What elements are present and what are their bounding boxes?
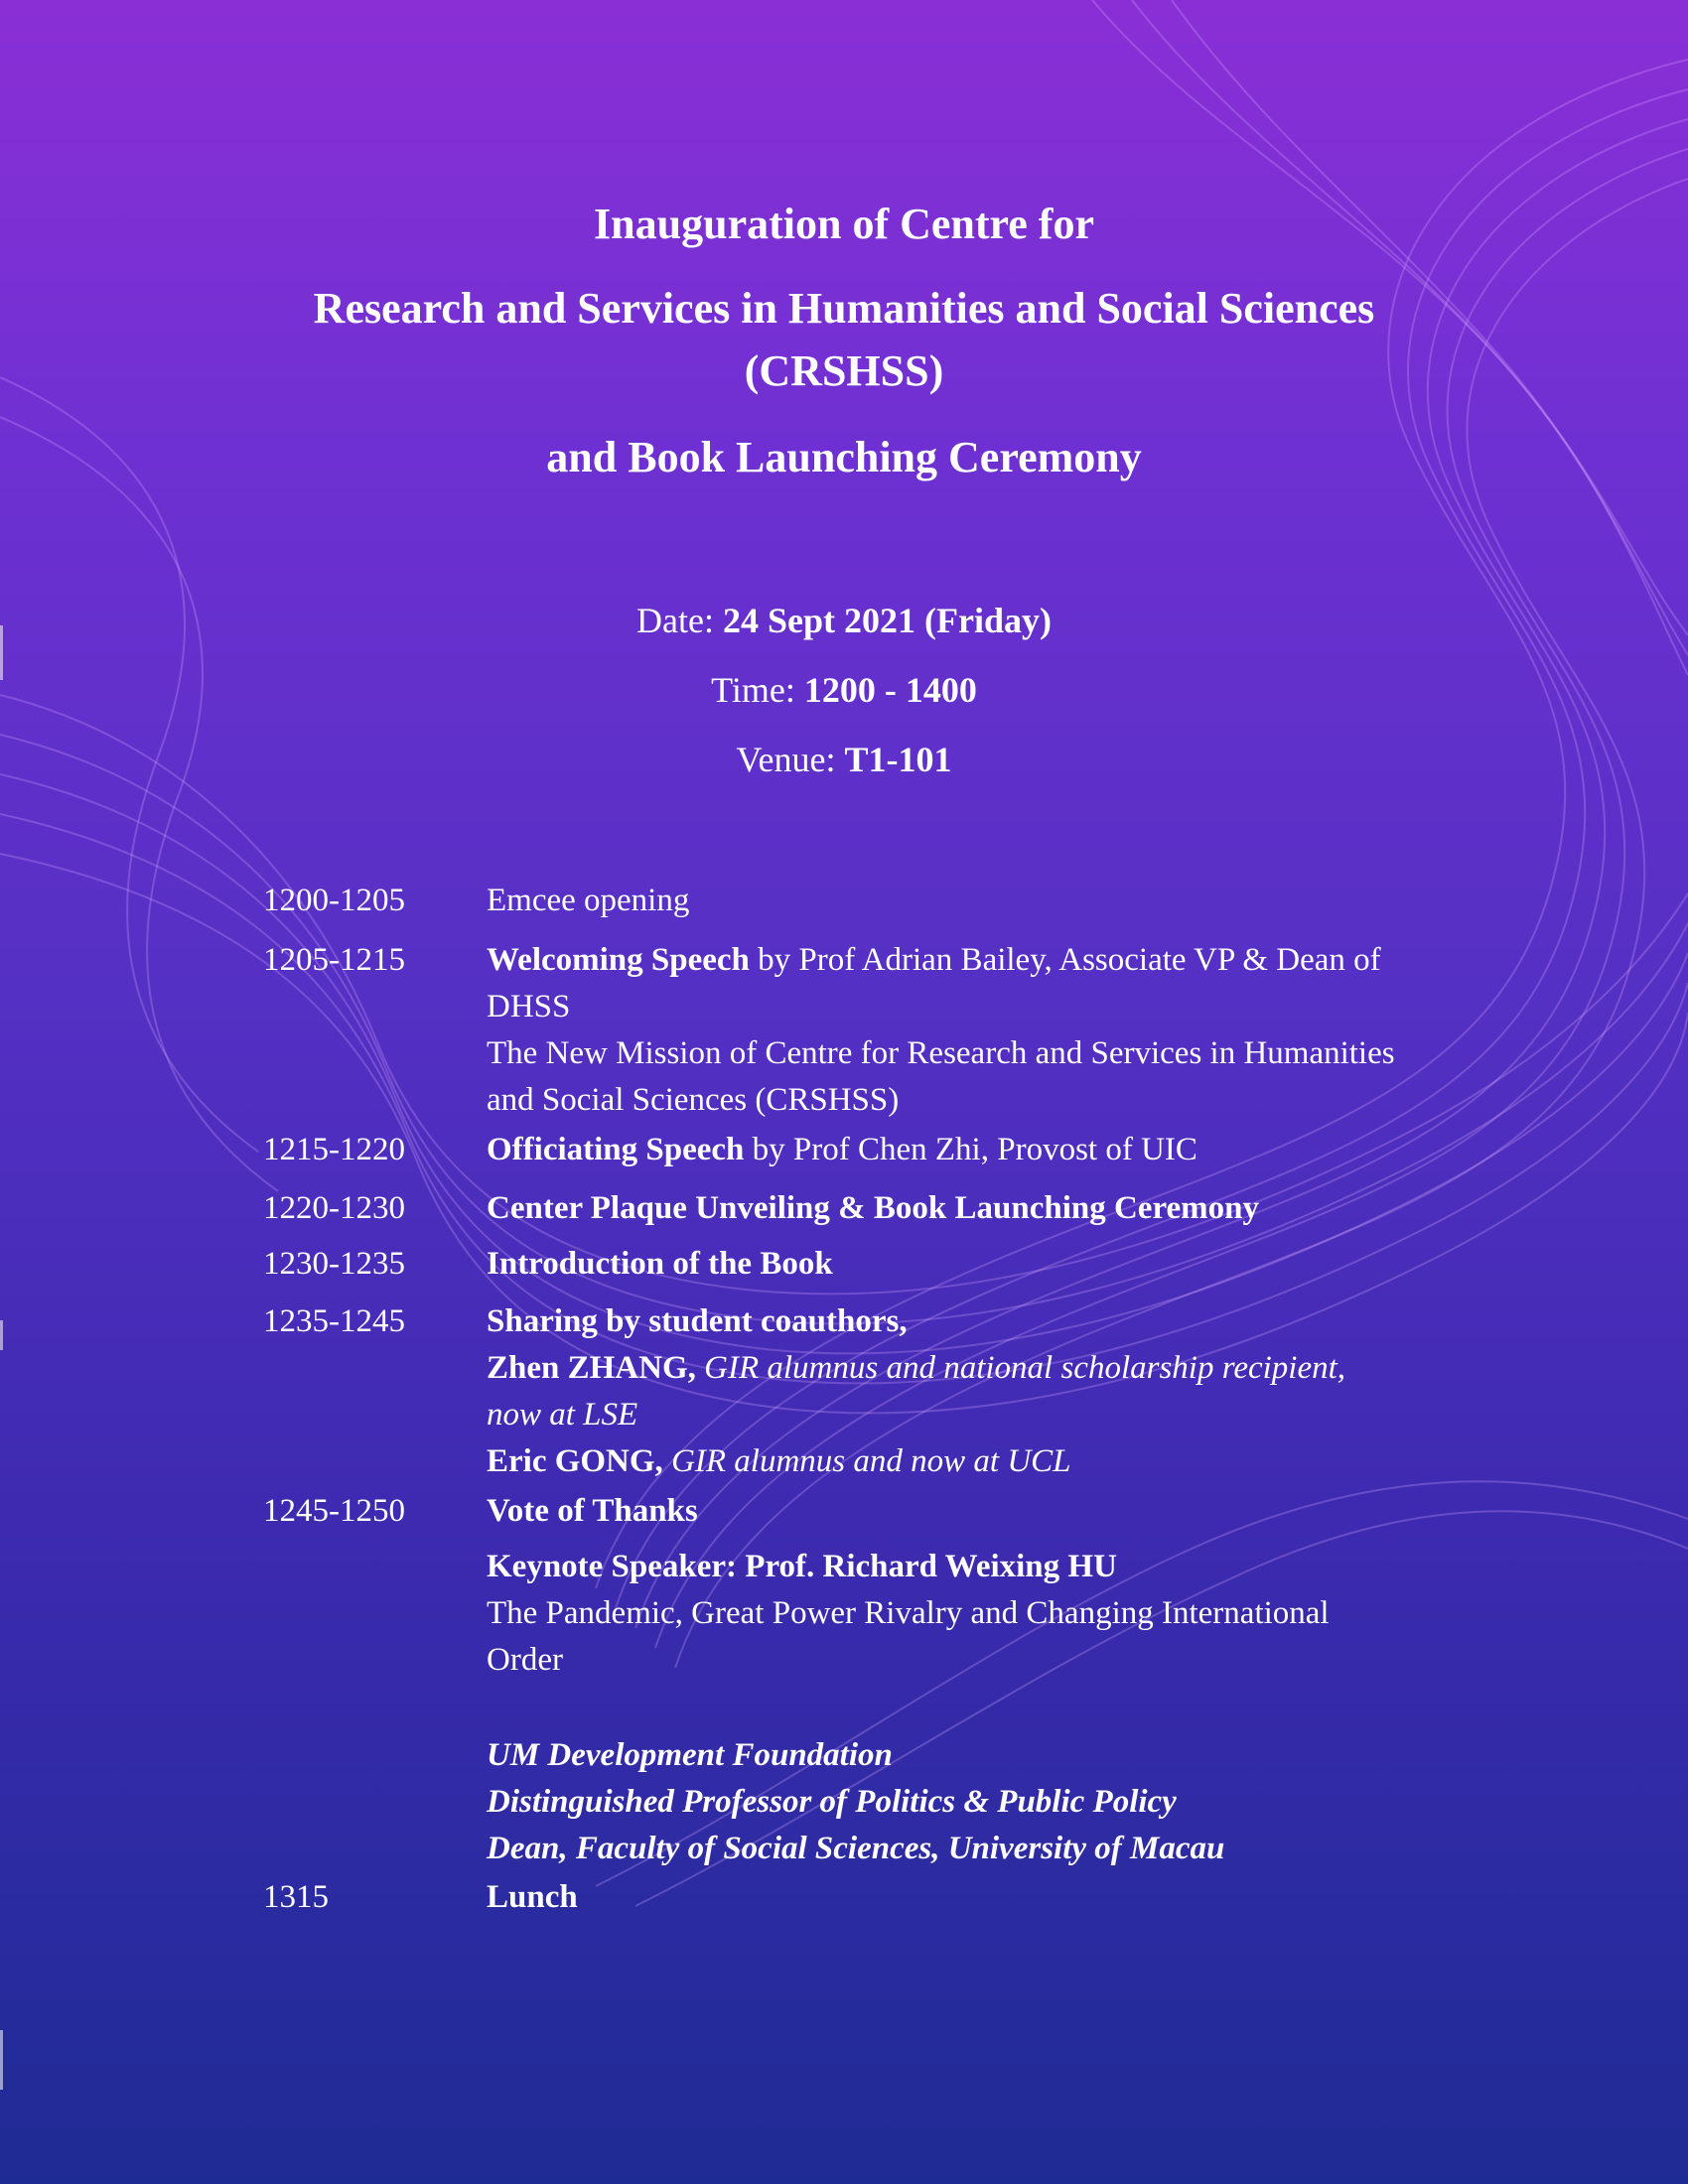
agenda-item-text <box>487 1544 1489 1684</box>
agenda-time: 1230-1235 <box>263 1246 405 1282</box>
affiliation-line: Dean, Faculty of Social Sciences, University of Macau <box>487 1831 1225 1866</box>
agenda-time: 1315 <box>263 1879 329 1915</box>
time-value: 1200 - 1400 <box>803 670 977 710</box>
agenda-item-text <box>487 1241 1489 1288</box>
agenda-item-title: Center Plaque Unveiling & Book Launching Ceremony <box>487 1190 1259 1226</box>
agenda-time: 1235-1245 <box>263 1303 405 1339</box>
agenda-item-detail: The New Mission of Centre for Research and Services in Humanities <box>487 1035 1395 1071</box>
agenda-item-label: Emcee opening <box>487 883 690 918</box>
speaker-name: Zhen ZHANG, <box>487 1350 696 1386</box>
agenda-time: 1215-1220 <box>263 1132 405 1167</box>
agenda-item-text <box>487 1488 1489 1535</box>
speaker-description: now at LSE <box>487 1397 638 1433</box>
left-edge-mark <box>0 1320 3 1350</box>
agenda-time: 1205-1215 <box>263 942 405 978</box>
date-value: 24 Sept 2021 (Friday) <box>722 601 1052 640</box>
affiliation-line: UM Development Foundation <box>487 1737 893 1773</box>
agenda-item-text <box>487 1127 1489 1173</box>
date-line <box>0 600 1688 641</box>
speaker-description: GIR alumnus and national scholarship recipient, <box>695 1350 1346 1386</box>
time-label: Time: <box>711 670 795 710</box>
venue-value: T1-101 <box>844 740 952 779</box>
keynote-topic: The Pandemic, Great Power Rivalry and Changing International <box>487 1595 1330 1631</box>
agenda-time: 1245-1250 <box>263 1493 405 1529</box>
title-line: and Book Launching Ceremony <box>546 433 1142 481</box>
agenda-item-text <box>487 878 1489 924</box>
title-line: Inauguration of Centre for <box>594 200 1094 248</box>
left-edge-mark <box>0 2030 3 2090</box>
affiliation-line: Distinguished Professor of Politics & Public Policy <box>487 1784 1177 1820</box>
agenda-item-title: Lunch <box>487 1879 578 1915</box>
agenda-item-title: Introduction of the Book <box>487 1246 833 1282</box>
agenda-time: 1200-1205 <box>263 883 405 918</box>
agenda-item-title: Welcoming Speech <box>487 942 750 978</box>
venue-label: Venue: <box>736 740 836 779</box>
agenda-item-text <box>487 1732 1489 1872</box>
agenda-item-text <box>487 1874 1489 1921</box>
agenda-item-detail: and Social Sciences (CRSHSS) <box>487 1082 900 1118</box>
time-line <box>0 669 1688 711</box>
agenda-item-text <box>487 937 1489 1124</box>
venue-line <box>0 739 1688 780</box>
keynote-speaker: Keynote Speaker: Prof. Richard Weixing HU <box>487 1549 1117 1584</box>
title-line: Research and Services in Humanities and Social Sciences <box>313 284 1375 333</box>
title-line: (CRSHSS) <box>744 346 944 395</box>
agenda-item-detail: by Prof Adrian Bailey, Associate VP & Dean of <box>749 942 1381 978</box>
agenda-item-detail: DHSS <box>487 989 571 1024</box>
speaker-name: Eric GONG, <box>487 1443 663 1479</box>
agenda-item-text <box>487 1298 1489 1485</box>
agenda-item-detail: by Prof Chen Zhi, Provost of UIC <box>744 1132 1197 1167</box>
agenda-item-title: Officiating Speech <box>487 1132 745 1167</box>
speaker-description: GIR alumnus and now at UCL <box>662 1443 1071 1479</box>
agenda-item-text <box>487 1185 1489 1232</box>
date-label: Date: <box>636 601 714 640</box>
agenda-time: 1220-1230 <box>263 1190 405 1226</box>
agenda-item-title: Sharing by student coauthors, <box>487 1303 908 1339</box>
keynote-topic: Order <box>487 1642 563 1678</box>
agenda-item-title: Vote of Thanks <box>487 1493 698 1529</box>
